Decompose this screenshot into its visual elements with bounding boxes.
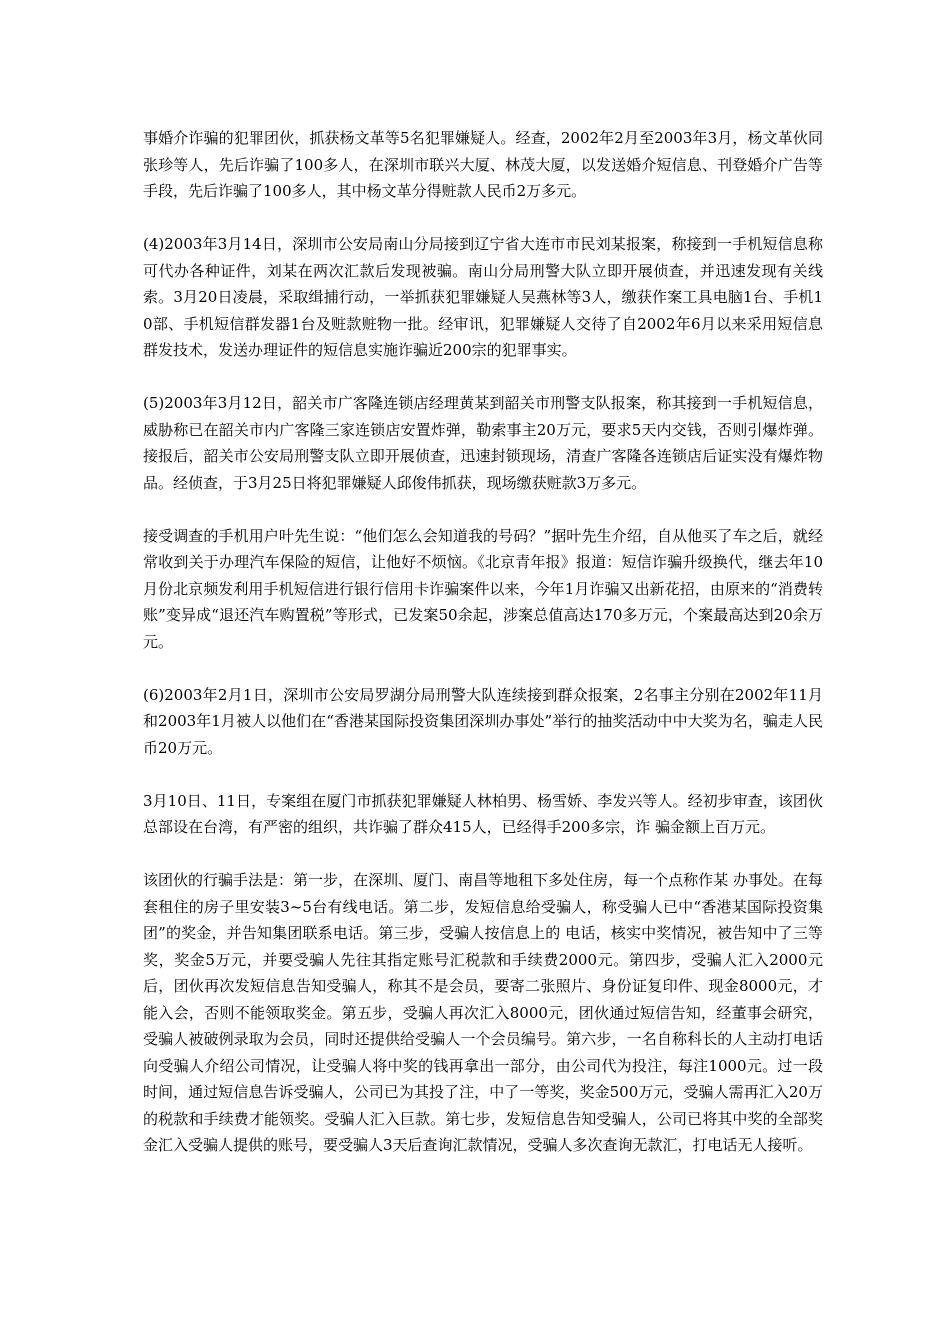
paragraph-4: 接受调查的手机用户叶先生说：“他们怎么会知道我的号码？”据叶先生介绍，自从他买了车之后，就经常收到关于办理汽车保险的短信，让他好不烦恼。《北京青年报》报道：短信诈骗升级换代，继去年10月份北京频发利用手机短信进行银行信用卡诈骗案件以来，今年1月诈骗又出新花招，由原来的“消费转账”变异成“退还汽车购置税”等形式，已发案50余起，涉案总值高达170多万元，个案最高达到20余万元。 <box>143 526 823 651</box>
paragraph-6: 3月10日、11日，专案组在厦门市抓获犯罪嫌疑人林柏男、杨雪娇、李发兴等人。经初步审查，该团伙总部设在台湾，有严密的组织，共诈骗了群众415人，已经得手200多宗，诈 骗金额上百万元。 <box>143 791 823 836</box>
document-page <box>143 125 823 1185</box>
paragraph-3: (5)2003年3月12日，韶关市广客隆连锁店经理黄某到韶关市刑警支队报案，称其接到一手机短信息，威胁称已在韶关市内广客隆三家连锁店安置炸弹，勒索事主20万元，要求5天内交钱，否则引爆炸弹。接报后，韶关市公安局刑警支队立即开展侦查，迅速封锁现场，清查广客隆各连锁店后证实没有爆炸物品。经侦查，于3月25日将犯罪嫌疑人邱俊伟抓获，现场缴获赃款3万多元。 <box>143 394 823 492</box>
paragraph-2: (4)2003年3月14日，深圳市公安局南山分局接到辽宁省大连市市民刘某报案，称接到一手机短信息称可代办各种证件，刘某在两次汇款后发现被骗。南山分局刑警大队立即开展侦查，并迅速发现有关线索。3月20日凌晨，采取缉捕行动，一举抓获犯罪嫌疑人吴燕林等3人，缴获作案工具电脑1台、手机10部、手机短信群发器1台及赃款赃物一批。经审讯，犯罪嫌疑人交待了自2002年6月以来采用短信息群发技术，发送办理证件的短信息实施诈骗近200宗的犯罪事实。 <box>143 235 823 359</box>
paragraph-5: (6)2003年2月1日，深圳市公安局罗湖分局刑警大队连续接到群众报案，2名事主分别在2002年11月和2003年1月被人以他们在“香港某国际投资集团深圳办事处”举行的抽奖活动中中大奖为名，骗走人民币20万元。 <box>143 685 823 757</box>
paragraph-7: 该团伙的行骗手法是：第一步，在深圳、厦门、南昌等地租下多处住房，每一个点称作某 办事处。在每套租住的房子里安装3~5台有线电话。第二步，发短信息给受骗人，称受骗人已中“香港某国际投资集团”的奖金，并告知集团联系电话。第三步，受骗人按信息上的 电话，核实中奖情况，被告知中了三等奖，奖金5万元，并要受骗人先往其指定账号汇税款和手续费2000元。第四步，受骗人汇入2000元后，团伙再次发短信息告知受骗人，称其不是会员，要寄二张照片、身份证复印件、现金8000元，才能入会，否则不能领取奖金。第五步，受骗人再次汇入8000元，团伙通过短信告知，经董事会研究，受骗人被破例录取为会员，同时还提供给受骗人一个会员编号。第六步，一名自称科长的人主动打电话向受骗人介绍公司情况，让受骗人将中奖的钱再拿出一部分，由公司代为投注，每注1000元。过一段时间，通过短信息告诉受骗人，公司已为其投了注，中了一等奖，奖金500万元，受骗人需再汇入20万的税款和手续费才能领奖。受骗人汇入巨款。第七步，发短信息告知受骗人，公司已将其中奖的全部奖金汇入受骗人提供的账号，要受骗人3天后查询汇款情况，受骗人多次查询无款汇，打电话无人接听。 <box>143 871 823 1154</box>
paragraph-1: 事婚介诈骗的犯罪团伙，抓获杨文革等5名犯罪嫌疑人。经查，2002年2月至2003年3月，杨文革伙同张珍等人，先后诈骗了100多人，在深圳市联兴大厦、林茂大厦，以发送婚介短信息、刊登婚介广告等手段，先后诈骗了100多人，其中杨文革分得赃款人民币2万多元。 <box>143 129 823 200</box>
